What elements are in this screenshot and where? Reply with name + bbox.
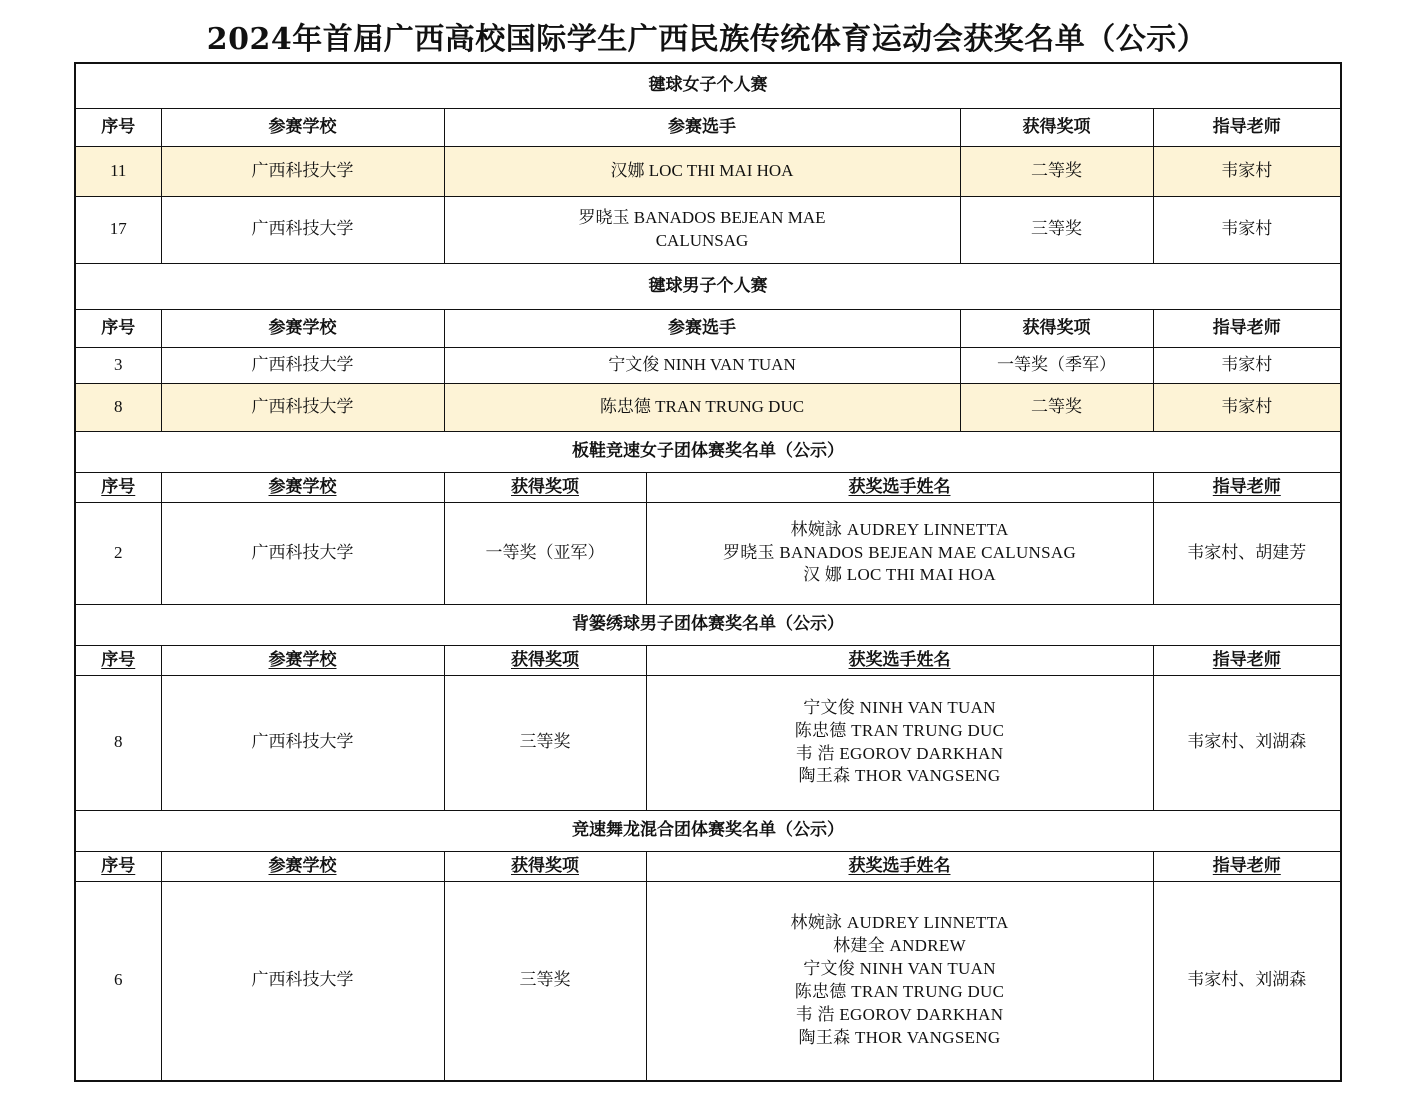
row-number: 11	[75, 146, 161, 196]
teacher-cell: 韦家村、刘湖森	[1153, 881, 1341, 1081]
row-number: 8	[75, 675, 161, 810]
table-row	[75, 675, 1341, 810]
header-cell: 指导老师	[1153, 108, 1341, 146]
player-line: 韦 浩 EGOROV DARKHAN	[795, 743, 1004, 763]
header-cell: 参赛选手	[444, 108, 960, 146]
awards-table	[74, 62, 1342, 1082]
player-cell	[444, 196, 960, 263]
section-title: 竞速舞龙混合团体赛奖名单（公示）	[75, 810, 1341, 851]
header-cell: 参赛学校	[161, 472, 444, 502]
header-cell: 获奖选手姓名	[646, 645, 1153, 675]
header-cell: 参赛学校	[161, 851, 444, 881]
table-row	[75, 196, 1341, 263]
award-cell: 三等奖	[444, 881, 646, 1081]
section-title-row	[75, 263, 1341, 309]
header-row	[75, 472, 1341, 502]
teacher-cell: 韦家村	[1153, 383, 1341, 431]
section-title-row	[75, 63, 1341, 108]
award-cell: 二等奖	[960, 146, 1153, 196]
player-line: CALUNSAG	[655, 230, 749, 250]
header-cell: 获得奖项	[960, 108, 1153, 146]
player-line: 林婉詠 AUDREY LINNETTA	[790, 519, 1009, 539]
table-row	[75, 347, 1341, 383]
table-row	[75, 383, 1341, 431]
row-number: 8	[75, 383, 161, 431]
award-cell: 三等奖	[960, 196, 1153, 263]
teacher-cell: 韦家村、胡建芳	[1153, 502, 1341, 604]
player-line: 宁文俊 NINH VAN TUAN	[803, 958, 996, 978]
player-line: 陶王森 THOR VANGSENG	[798, 766, 1001, 786]
players-cell	[646, 881, 1153, 1081]
table-row	[75, 146, 1341, 196]
player-line: 韦 浩 EGOROV DARKHAN	[795, 1004, 1004, 1024]
header-cell: 序号	[75, 645, 161, 675]
player-line: 宁文俊 NINH VAN TUAN	[803, 697, 996, 717]
row-number: 6	[75, 881, 161, 1081]
school-cell: 广西科技大学	[161, 881, 444, 1081]
school-cell: 广西科技大学	[161, 347, 444, 383]
player-cell: 陈忠德 TRAN TRUNG DUC	[444, 383, 960, 431]
header-cell: 指导老师	[1153, 645, 1341, 675]
header-cell: 获得奖项	[960, 309, 1153, 347]
table-row	[75, 502, 1341, 604]
player-line: 林婉詠 AUDREY LINNETTA	[790, 912, 1009, 932]
header-cell: 参赛学校	[161, 645, 444, 675]
teacher-cell: 韦家村	[1153, 196, 1341, 263]
header-cell: 获奖选手姓名	[646, 472, 1153, 502]
header-cell: 获得奖项	[444, 472, 646, 502]
player-line: 罗晓玉 BANADOS BEJEAN MAE	[578, 207, 826, 227]
header-cell: 参赛学校	[161, 108, 444, 146]
section-title: 毽球女子个人赛	[75, 63, 1341, 108]
section-title: 背篓绣球男子团体赛奖名单（公示）	[75, 604, 1341, 645]
school-cell: 广西科技大学	[161, 196, 444, 263]
page-title: 2024年首届广西高校国际学生广西民族传统体育运动会获奖名单（公示）	[206, 22, 1208, 57]
header-cell: 参赛学校	[161, 309, 444, 347]
section-title-row	[75, 604, 1341, 645]
section-title-row	[75, 810, 1341, 851]
header-cell: 获得奖项	[444, 851, 646, 881]
player-line: 林建全 ANDREW	[833, 935, 966, 955]
award-cell: 二等奖	[960, 383, 1153, 431]
school-cell: 广西科技大学	[161, 383, 444, 431]
player-line: 陈忠德 TRAN TRUNG DUC	[794, 981, 1005, 1001]
row-number: 3	[75, 347, 161, 383]
header-row	[75, 108, 1341, 146]
section-title: 板鞋竞速女子团体赛奖名单（公示）	[75, 431, 1341, 472]
players-cell	[646, 502, 1153, 604]
player-cell: 汉娜 LOC THI MAI HOA	[444, 146, 960, 196]
player-line: 陶王森 THOR VANGSENG	[798, 1027, 1001, 1047]
header-cell: 获得奖项	[444, 645, 646, 675]
school-cell: 广西科技大学	[161, 146, 444, 196]
header-cell: 序号	[75, 472, 161, 502]
player-cell: 宁文俊 NINH VAN TUAN	[444, 347, 960, 383]
row-number: 2	[75, 502, 161, 604]
player-line: 陈忠德 TRAN TRUNG DUC	[794, 720, 1005, 740]
header-row	[75, 851, 1341, 881]
section-title-row	[75, 431, 1341, 472]
header-cell: 参赛选手	[444, 309, 960, 347]
award-cell: 一等奖（季军）	[960, 347, 1153, 383]
header-cell: 序号	[75, 108, 161, 146]
award-cell: 三等奖	[444, 675, 646, 810]
table-row	[75, 881, 1341, 1081]
teacher-cell: 韦家村、刘湖森	[1153, 675, 1341, 810]
row-number: 17	[75, 196, 161, 263]
header-cell: 序号	[75, 851, 161, 881]
school-cell: 广西科技大学	[161, 502, 444, 604]
teacher-cell: 韦家村	[1153, 146, 1341, 196]
school-cell: 广西科技大学	[161, 675, 444, 810]
teacher-cell: 韦家村	[1153, 347, 1341, 383]
header-row	[75, 309, 1341, 347]
header-cell: 指导老师	[1153, 851, 1341, 881]
header-row	[75, 645, 1341, 675]
section-title: 毽球男子个人赛	[75, 263, 1341, 309]
header-cell: 序号	[75, 309, 161, 347]
player-line: 罗晓玉 BANADOS BEJEAN MAE CALUNSAG	[722, 542, 1077, 562]
header-cell: 指导老师	[1153, 309, 1341, 347]
header-cell: 指导老师	[1153, 472, 1341, 502]
players-cell	[646, 675, 1153, 810]
player-line: 汉 娜 LOC THI MAI HOA	[803, 565, 996, 585]
header-cell: 获奖选手姓名	[646, 851, 1153, 881]
award-cell: 一等奖（亚军）	[444, 502, 646, 604]
